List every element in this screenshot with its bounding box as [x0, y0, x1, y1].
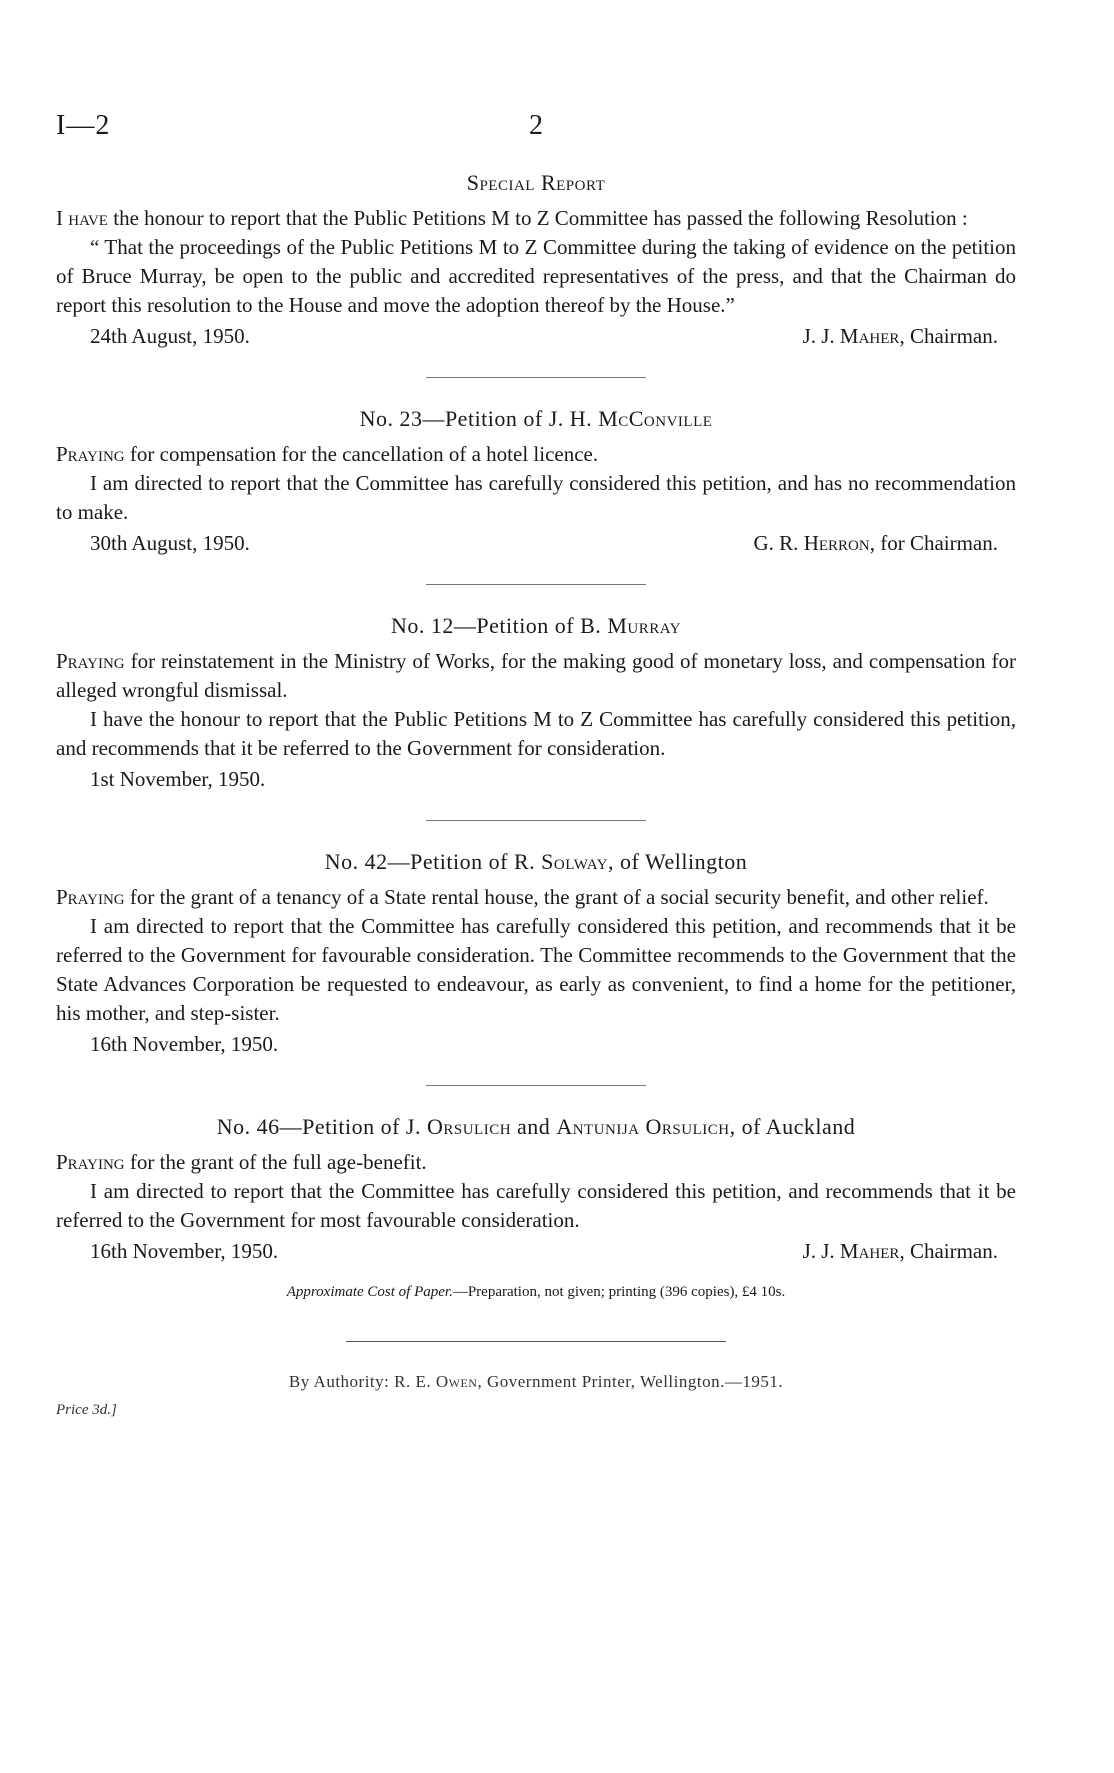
petition-12-report: I have the honour to report that the Public Petitions M to Z Committee has carefully considered this petition, and recommends that it be referred to the Government for consideration.: [56, 707, 1016, 760]
petition-42-date: 16th November, 1950.: [90, 1032, 279, 1056]
imprint-text: , Government Printer, Wellington.—1951.: [477, 1372, 784, 1391]
conjunction: and: [511, 1114, 557, 1139]
petition-12-signature-line: [56, 765, 1016, 794]
petition-12-section: [56, 613, 1016, 794]
petition-46-signature-line: [56, 1237, 1016, 1266]
special-report-signature-line: [56, 322, 1016, 351]
signatory-title: , Chairman.: [899, 324, 998, 348]
cost-label: Approximate Cost of Paper.: [286, 1284, 453, 1300]
intro-lead: I have: [56, 206, 108, 230]
signatory-initials: J. J.: [802, 1239, 840, 1263]
printer-name: Owen: [435, 1372, 478, 1391]
section-divider: [426, 584, 646, 585]
section-divider: [426, 820, 646, 821]
petition-46-report: I am directed to report that the Committee has carefully considered this petition, and recommends that it be referred to the Government for most favourable consideration.: [56, 1179, 1016, 1232]
petition-number: No. 23—Petition of J. H.: [359, 406, 599, 431]
petitioner-name: Orsulich: [426, 1114, 512, 1139]
petition-46-date: 16th November, 1950.: [90, 1239, 279, 1263]
praying-text: for the grant of a tenancy of a State rental house, the grant of a social security benefit, and other relief.: [124, 885, 989, 909]
petition-42-signature-line: [56, 1030, 1016, 1059]
special-report-heading: Special Report: [466, 170, 606, 195]
praying-lead: Praying: [56, 649, 125, 673]
petition-12-praying: [56, 647, 1016, 705]
praying-lead: Praying: [56, 885, 125, 909]
petition-23-praying: [56, 440, 1016, 469]
praying-text: for the grant of the full age-benefit.: [124, 1150, 427, 1174]
petition-46-signatory: [803, 1237, 998, 1266]
special-report-date: 24th August, 1950.: [90, 324, 250, 348]
petitioner-name: Solway: [541, 849, 609, 874]
price-note: Price 3d.]: [56, 1402, 117, 1418]
petition-number: No. 46—Petition of J.: [216, 1114, 427, 1139]
document-body: [56, 170, 1016, 1419]
signatory-title: , Chairman.: [899, 1239, 998, 1263]
cost-of-paper-note: [56, 1284, 1016, 1301]
petition-46-section: [56, 1114, 1016, 1266]
signatory-name: Maher: [839, 1239, 900, 1263]
petition-12-date: 1st November, 1950.: [90, 767, 266, 791]
petition-23-heading: [56, 406, 1016, 432]
document-page: [56, 0, 1016, 1773]
petitioner-name: McConville: [598, 406, 713, 431]
petition-23-signature-line: [56, 529, 1016, 558]
petition-46-heading: [56, 1114, 1016, 1140]
imprint-lead: By Authority: R. E.: [288, 1372, 436, 1391]
special-report-intro: [56, 204, 1016, 233]
petition-number: No. 12—Petition of B.: [390, 613, 608, 638]
praying-lead: Praying: [56, 442, 125, 466]
second-petitioner-name: Antunija Orsulich: [556, 1114, 730, 1139]
special-report-signatory: [803, 322, 998, 351]
petition-23-report: I am directed to report that the Committee has carefully considered this petition, and has no recommendation to make.: [56, 471, 1016, 524]
petitioner-location: , of Auckland: [729, 1114, 856, 1139]
signatory-name: Maher: [839, 324, 900, 348]
petitioner-name: Murray: [607, 613, 682, 638]
petition-42-heading: [56, 849, 1016, 875]
praying-text: for compensation for the cancellation of a hotel licence.: [124, 442, 599, 466]
praying-text: for reinstatement in the Ministry of Works, for the making good of monetary loss, and compensation for alleged wrongful dismissal.: [56, 649, 1016, 702]
signatory-initials: J. J.: [802, 324, 840, 348]
printer-imprint: [56, 1372, 1016, 1392]
signatory-name: Herron: [803, 531, 870, 555]
signatory-title: , for Chairman.: [869, 531, 998, 555]
petition-46-praying: [56, 1148, 1016, 1177]
special-report-section: [56, 170, 1016, 351]
petition-23-signatory: [754, 529, 999, 558]
petition-23-section: [56, 406, 1016, 558]
praying-lead: Praying: [56, 1150, 125, 1174]
petition-42-section: [56, 849, 1016, 1059]
footer-divider: [346, 1341, 726, 1342]
petition-42-report: I am directed to report that the Committee has carefully considered this petition, and recommends that it be referred to the Government for favourable consideration. The Committee recommends to the Government that the State Advances Corporation be requested to endeavour, as early as convenient, to find a home for the petitioner, his mother, and step-sister.: [56, 914, 1016, 1025]
document-reference: I—2: [56, 110, 111, 141]
resolution-text: “ That the proceedings of the Public Petitions M to Z Committee during the taking of evidence on the petition of Bruce Murray, be open to the public and accredited representatives of the press, and that the Chairman do report this resolution to the House and move the adoption thereof by the House.”: [56, 235, 1016, 317]
cost-text: —Preparation, not given; printing (396 copies), £4 10s.: [452, 1284, 786, 1300]
section-divider: [426, 377, 646, 378]
petition-23-date: 30th August, 1950.: [90, 531, 250, 555]
intro-text: the honour to report that the Public Petitions M to Z Committee has passed the following Resolution :: [107, 206, 968, 230]
petition-number: No. 42—Petition of R.: [324, 849, 542, 874]
page-number: 2: [529, 110, 543, 141]
petition-42-praying: [56, 883, 1016, 912]
signatory-initials: G. R.: [753, 531, 804, 555]
petitioner-location: , of Wellington: [608, 849, 748, 874]
petition-12-heading: [56, 613, 1016, 639]
section-divider: [426, 1085, 646, 1086]
